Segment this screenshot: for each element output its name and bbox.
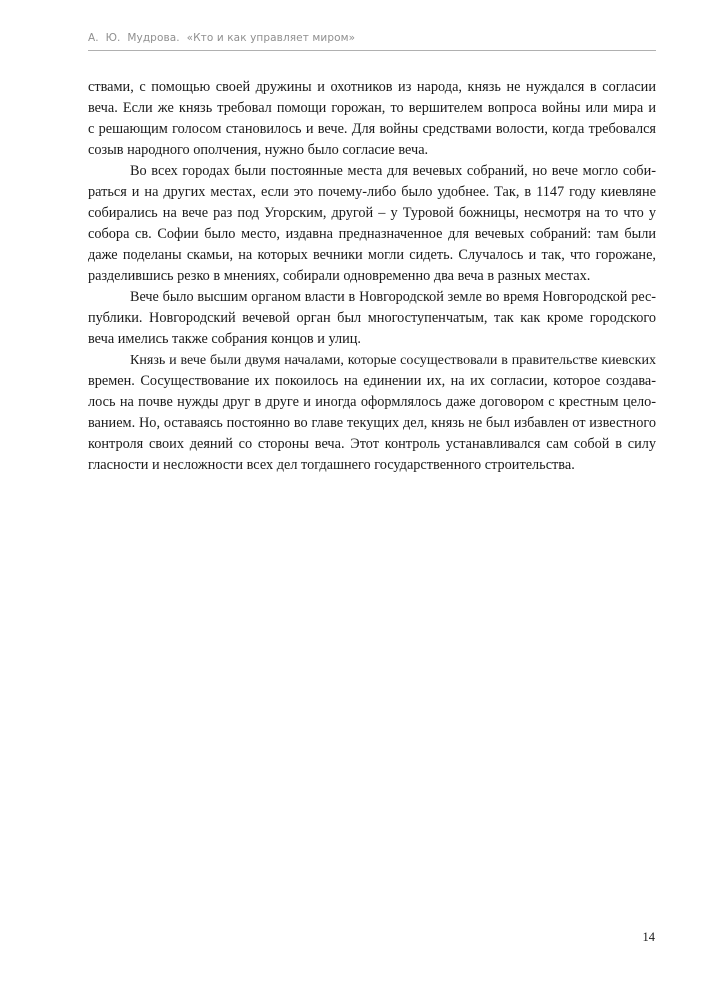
text-line: ствами, с помощью своей дружины и охотников из народа, князь не нуждался в согласии: [88, 79, 656, 95]
text-line: веча. Если же князь требовал помощи горожан, то вершителем вопроса войны или мира и: [88, 100, 656, 116]
text-line: лось на почве нужды друг в друге и иногда оформлялось даже договором с крестным цело-: [88, 394, 656, 410]
text-line: гласности и несложности всех дел тогдашнего государственного строительства.: [88, 457, 575, 473]
text-line: Князь и вече были двумя началами, которые сосуществовали в правительстве киевских: [130, 352, 656, 368]
text-line: собирались на вече раз под Угорским, другой – у Туровой божницы, несмотря на то что у: [88, 205, 656, 221]
text-line: Вече было высшим органом власти в Новгородской земле во время Новгородской рес-: [130, 289, 656, 305]
text-line: собора св. Софии было место, издавна предназначенное для вечевых собраний: там были: [88, 226, 656, 242]
text-line: веча имелись также собрания концов и улиц.: [88, 331, 361, 347]
text-line: даже поделаны скамьи, на которых вечники могли сидеть. Случалось и так, что горожане,: [88, 247, 656, 263]
text-line: публики. Новгородский вечевой орган был многоступенчатым, так как кроме городского: [88, 310, 656, 326]
text-line: созыв народного ополчения, нужно было согласие веча.: [88, 142, 429, 158]
text-line: разделившись резко в мнениях, собирали одновременно два веча в разных местах.: [88, 268, 591, 284]
header-rule: [88, 50, 656, 51]
text-line: раться и на других местах, если это почему-либо было удобнее. Так, в 1147 году киевляне: [88, 184, 656, 200]
page-number: 14: [642, 930, 655, 944]
text-line: времен. Сосуществование их покоилось на единении их, на их согласии, которое создава-: [88, 373, 656, 389]
text-line: с решающим голосом становилось и вече. Для войны средствами волости, когда требовался: [88, 121, 656, 137]
text-line: контроля своих деяний со стороны веча. Этот контроль устанавливался сам собой в силу: [88, 436, 656, 452]
text-line: Во всех городах были постоянные места для вечевых собраний, но вече могло соби-: [130, 163, 656, 179]
text-line: ванием. Но, оставаясь постоянно во главе текущих дел, князь не был избавлен от известного: [88, 415, 656, 431]
running-header: А. Ю. Мудрова. «Кто и как управляет миром»: [88, 32, 356, 44]
